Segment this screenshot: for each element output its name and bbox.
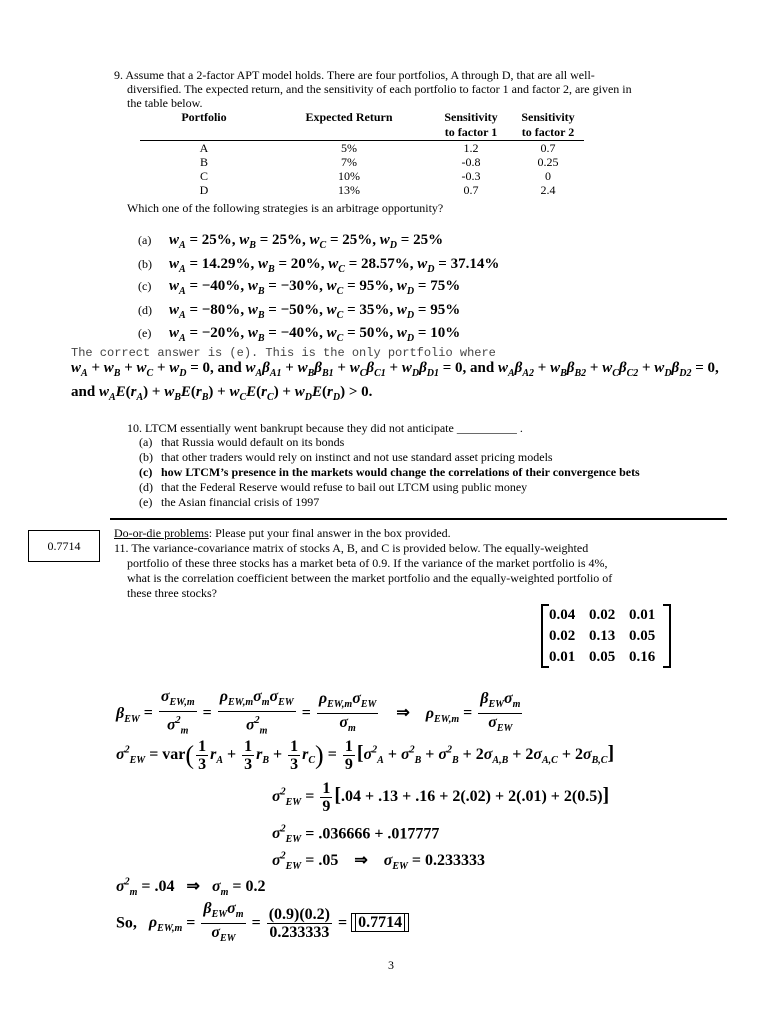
weight-c: 25% xyxy=(342,232,373,248)
option-label: (a) xyxy=(139,435,153,449)
q11-text-line3: what is the correlation coefficient between the market portfolio and the equally-weighted portfolio of xyxy=(127,571,613,585)
weight-c: 28.57% xyxy=(361,256,410,272)
variance-formula: $\sigma^2_{EW} = var$( $\frac{1}{3}$ $r_A$ + $\frac{1}{3}$ $r_B$ + $\frac{1}{3}$ $r_C$) = $\frac{1}{9}$ $[\sigma^2_A + \sigma^2_B + \sigma^2_B + 2\sigma_{A,B} + 2\sigma_{A,C} + 2\sigma_{B,C}]$ xyxy=(116,738,615,773)
variance-result: $\sigma^2_{EW} = .05$ ⇒ $\sigma_{EW} = 0.233333$ xyxy=(272,850,486,873)
table-cell: -0.3 xyxy=(461,169,481,183)
q11-text-line2: portfolio of these three stocks has a market beta of 0.9. If the variance of the market portfolio is 4%, xyxy=(127,556,608,570)
q10-option-c xyxy=(139,465,640,480)
table-cell: -0.8 xyxy=(461,155,481,169)
calc-numerator: (0.9)(0.2) xyxy=(268,906,330,924)
q9-option-c: (c) $w_A = -40\%$, $w_B = -30\%$, $w_C = 95\%$, $w_D = 75\%$ xyxy=(138,278,461,297)
matrix-cell: 0.01 xyxy=(629,607,656,623)
table-header-sens1-sub: to factor 1 xyxy=(444,125,498,139)
weight-a: −20% xyxy=(201,325,241,341)
option-text: that Russia would default on its bonds xyxy=(161,435,345,449)
table-row xyxy=(140,183,584,197)
q9-text-line2: diversified. The expected return, and the sensitivity of each portfolio to factor 1 and factor 2, are given in xyxy=(127,82,632,96)
market-variance: $\sigma^2_m = .04$ ⇒ $\sigma_m = 0.2$ xyxy=(116,876,266,899)
option-label: (d) xyxy=(139,480,153,494)
weight-b: −40% xyxy=(280,325,320,341)
sigma-ew: 0.233333 xyxy=(425,852,486,869)
q9-text-line1: 9. Assume that a 2-factor APT model holds. There are four portfolios, A through D, that are all well- xyxy=(114,68,595,82)
table-header-blank xyxy=(268,125,430,141)
weight-b: −50% xyxy=(280,302,320,318)
table-cell: B xyxy=(199,155,208,169)
weight-a: −40% xyxy=(201,278,241,294)
q9-option-e: (e) $w_A = -20\%$, $w_B = -40\%$, $w_C = 50\%$, $w_D = 10\%$ xyxy=(138,325,461,344)
q10-option-b xyxy=(139,450,553,465)
q10-option-d xyxy=(139,480,527,495)
matrix-cell: 0.16 xyxy=(629,649,656,665)
matrix-cell: 0.13 xyxy=(589,628,616,644)
q9-option-d: (d) $w_A = -80\%$, $w_B = -50\%$, $w_C = 35\%$, $w_D = 95\%$ xyxy=(138,302,461,321)
table-cell: 10% xyxy=(338,169,360,183)
q9-question: Which one of the following strategies is an arbitrage opportunity? xyxy=(127,201,444,215)
answer-box xyxy=(28,530,100,562)
table-row xyxy=(140,141,584,156)
option-text: how LTCM’s presence in the markets would change the correlations of their convergence bets xyxy=(161,465,640,479)
q11-text-line1: 11. The variance-covariance matrix of stocks A, B, and C is provided below. The equally-weighted xyxy=(114,541,589,555)
q9-option-a: (a) $w_A = 25\%$, $w_B = 25\%$, $w_C = 25\%$, $w_D = 25\%$ xyxy=(138,232,444,251)
table-row xyxy=(140,155,584,169)
table-cell: D xyxy=(199,183,209,197)
table-cell: 2.4 xyxy=(540,183,556,197)
final-result: 0.7714 xyxy=(355,913,405,932)
matrix-cell: 0.02 xyxy=(549,628,576,644)
option-label: (b) xyxy=(138,257,152,271)
weight-a: −80% xyxy=(201,302,241,318)
option-label: (b) xyxy=(139,450,153,464)
table-header-expected-return: Expected Return xyxy=(305,110,393,124)
option-label: (a) xyxy=(138,233,152,247)
table-cell: 0.25 xyxy=(537,155,559,169)
table-cell: 0.7 xyxy=(463,183,479,197)
table-header-sens2-sub: to factor 2 xyxy=(521,125,575,139)
heading-rest: : Please put your final answer in the box provided. xyxy=(208,526,451,540)
option-label: (c) xyxy=(138,279,152,293)
calc-denominator: 0.233333 xyxy=(269,924,330,942)
so-label: So, xyxy=(116,914,137,932)
q9-condition-line2: and $w_AE(r_A) + w_BE(r_B) + w_CE(r_C) + w_DE(r_D) > 0$. xyxy=(71,384,373,403)
answer-box-value: 0.7714 xyxy=(47,539,81,553)
table-header-portfolio: Portfolio xyxy=(181,110,227,124)
option-text: that the Federal Reserve would refuse to bail out LTCM using public money xyxy=(161,480,528,494)
sigma-m-sq: .04 xyxy=(154,878,175,895)
q9-answer-note: The correct answer is (e). This is the only portfolio where xyxy=(71,346,496,360)
option-text: the Asian financial crisis of 1997 xyxy=(161,495,320,509)
weight-b: −30% xyxy=(280,278,320,294)
page-number: 3 xyxy=(388,958,394,972)
beta-formula: $\beta_{EW}$ = $\frac{\sigma_{EW,m}}{\sigma^2_m}$ = $\frac{\rho_{EW,m}\sigma_m\sigma_{EW}}{\sigma^2_m}$ = $\frac{\rho_{EW,m}\sigma_{EW}}{\sigma_m}$ ⇒ $\rho_{EW,m}$ = $\frac{\beta_{EW}\sigma_m}{\sigma_{EW}}$ xyxy=(116,688,521,737)
weight-c: 35% xyxy=(359,302,390,318)
expanded-terms: .04 + .13 + .16 + 2(.02) + 2(.01) + 2(0.5) xyxy=(340,788,603,806)
table-header-blank xyxy=(140,125,268,141)
q10-text: 10. LTCM essentially went bankrupt because they did not anticipate __________ . xyxy=(127,421,523,435)
option-label: (e) xyxy=(138,326,152,340)
q11-text-line4: these three stocks? xyxy=(127,586,217,600)
final-calculation: So, $\rho_{EW,m}$ = $\frac{\beta_{EW}\sigma_m}{\sigma_{EW}}$ = $\frac{(0.9)(0.2)}{0.233333}$ = 0.7714 xyxy=(116,900,409,947)
table-cell: 1.2 xyxy=(463,141,479,155)
covariance-matrix xyxy=(541,604,671,668)
table-cell: 7% xyxy=(341,155,357,169)
q9-condition-line1: $w_A + w_B + w_C + w_D = 0$, and $w_A\beta_{A1} + w_B\beta_{B1} + w_C\beta_{C1} + w_D\beta_{D1} = 0$, and $w_A\beta_{A2} + w_B\beta_{B2} + w_C\beta_{C2} + w_D\beta_{D2} = 0$, xyxy=(71,360,719,379)
matrix-cell: 0.01 xyxy=(549,649,576,665)
option-text: that other traders would rely on instinct and not use standard asset pricing models xyxy=(161,450,553,464)
table-cell: 0 xyxy=(545,169,551,183)
weight-c: 95% xyxy=(359,278,390,294)
sigma-ew-sq: .05 xyxy=(318,852,339,869)
section-divider xyxy=(110,518,727,520)
variance-sum: $\sigma^2_{EW} = .036666 + .017777$ xyxy=(272,824,440,846)
q10-option-a xyxy=(139,435,344,450)
weight-d: 95% xyxy=(430,302,461,318)
option-label: (d) xyxy=(138,303,152,317)
matrix-cell: 0.05 xyxy=(629,628,656,644)
do-or-die-heading: Do-or-die problems xyxy=(114,526,209,540)
table-header-sens2: Sensitivity xyxy=(521,110,575,124)
q9-text-line3: the table below. xyxy=(127,96,203,110)
q11-heading xyxy=(114,526,451,541)
weight-a: 25% xyxy=(201,232,232,248)
matrix-cell: 0.04 xyxy=(549,607,576,623)
apt-table xyxy=(140,110,584,197)
table-header-sens1: Sensitivity xyxy=(444,110,498,124)
weight-d: 25% xyxy=(413,232,444,248)
table-row xyxy=(140,169,584,183)
variance-numeric: $\sigma^2_{EW}$ = $\frac{1}{9}$ [.04 + .13 + .16 + 2(.02) + 2(.01) + 2(0.5)] xyxy=(272,780,610,815)
weight-b: 20% xyxy=(290,256,321,272)
table-cell: C xyxy=(199,169,208,183)
table-cell: 0.7 xyxy=(540,141,556,155)
weight-d: 37.14% xyxy=(450,256,500,272)
weight-d: 10% xyxy=(430,325,461,341)
weight-d: 75% xyxy=(430,278,461,294)
table-cell: 5% xyxy=(341,141,357,155)
sigma-m: 0.2 xyxy=(245,878,266,895)
option-label: (c) xyxy=(139,465,153,479)
table-cell: A xyxy=(199,141,209,155)
q10-option-e xyxy=(139,495,319,510)
weight-a: 14.29% xyxy=(201,256,251,272)
sum-terms: .036666 + .017777 xyxy=(318,825,440,843)
matrix-cell: 0.05 xyxy=(589,649,616,665)
option-label: (e) xyxy=(139,495,153,509)
q9-option-b: (b) $w_A = 14.29\%$, $w_B = 20\%$, $w_C = 28.57\%$, $w_D = 37.14\%$ xyxy=(138,256,500,275)
table-cell: 13% xyxy=(338,183,360,197)
matrix-cell: 0.02 xyxy=(589,607,616,623)
weight-c: 50% xyxy=(359,325,390,341)
weight-b: 25% xyxy=(272,232,302,248)
